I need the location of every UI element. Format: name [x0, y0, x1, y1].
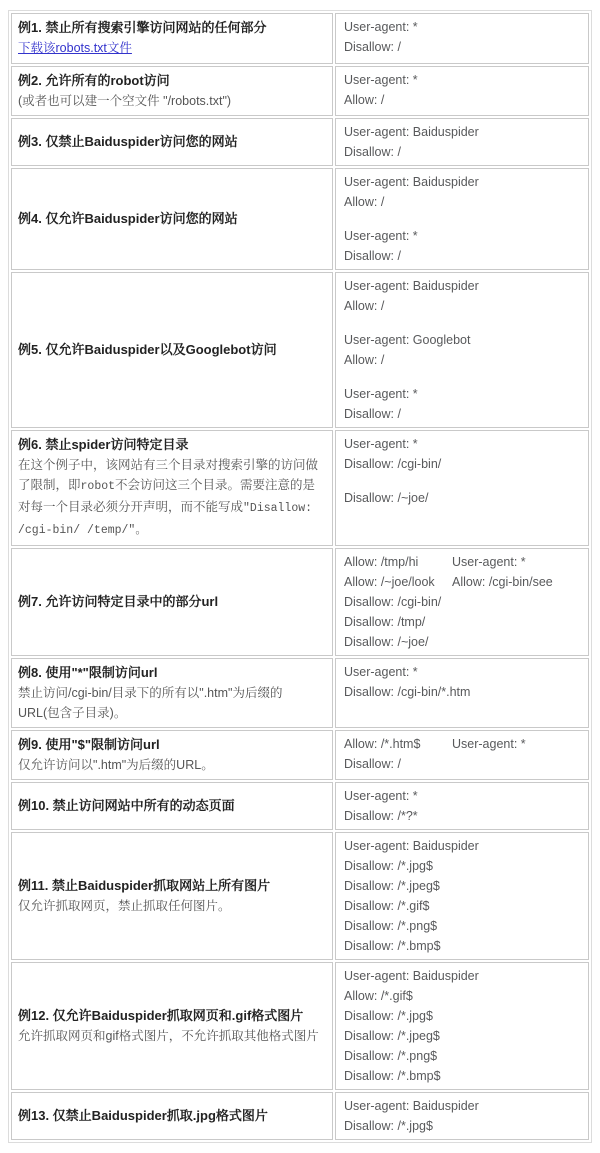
robots-directive-line: User-agent: Googlebot [344, 333, 471, 347]
table-row [11, 658, 589, 728]
example-title: 例8. 使用"*"限制访问url [18, 665, 158, 680]
example-title: 例7. 允许访问特定目录中的部分url [18, 594, 219, 609]
example-description-cell [11, 272, 333, 428]
robots-code-column [344, 734, 452, 774]
table-row [11, 782, 589, 830]
robots-directive-line: Disallow: / [344, 145, 401, 159]
example-title: 例9. 使用"$"限制访问url [18, 737, 160, 752]
table-row [11, 832, 589, 960]
example-title: 例5. 仅允许Baiduspider以及Googlebot访问 [18, 342, 277, 357]
robots-code-cell [335, 548, 589, 656]
robots-directive-line: Allow: /*.gif$ [344, 989, 413, 1003]
example-title: 例6. 禁止spider访问特定目录 [18, 437, 189, 452]
robots-directive-line: Disallow: /*.png$ [344, 919, 438, 933]
description-text: 允许抓取网页和gif格式图片，不允许抓取其他格式图片 [18, 1029, 319, 1043]
robots-code-column [452, 734, 582, 754]
robots-directive-line: Disallow: / [344, 40, 401, 54]
example-description-cell [11, 13, 333, 64]
table-row [11, 1092, 589, 1140]
code-term: robot [80, 480, 116, 493]
robots-directive-line: Disallow: /cgi-bin/*.htm [344, 685, 471, 699]
example-title: 例11. 禁止Baiduspider抓取网站上所有图片 [18, 878, 271, 893]
robots-directive-line: User-agent: Baiduspider [344, 839, 479, 853]
example-description-cell [11, 962, 333, 1090]
robots-directive-line: Disallow: /cgi-bin/ [344, 595, 442, 609]
description-text: (或者也可以建一个空文件 "/robots.txt") [18, 94, 232, 108]
robots-directive-line: User-agent: * [452, 555, 526, 569]
robots-directive-line: User-agent: Baiduspider [344, 1099, 479, 1113]
blank-line [344, 212, 582, 226]
example-description [18, 896, 324, 916]
table-row [11, 118, 589, 166]
example-title: 例3. 仅禁止Baiduspider访问您的网站 [18, 134, 238, 149]
table-row [11, 13, 589, 64]
robots-directive-line: Disallow: /*.jpg$ [344, 1119, 433, 1133]
example-description [18, 1026, 324, 1046]
description-text: 在这个例子中，该网站有三个目录对搜索引擎的访问做了限制，即 [18, 458, 319, 492]
example-description-cell [11, 430, 333, 546]
robots-directive-line: User-agent: * [344, 665, 418, 679]
robots-directive-line: User-agent: Baiduspider [344, 125, 479, 139]
robots-code-cell [335, 832, 589, 960]
robots-directive-line: Allow: /*.htm$ [344, 737, 421, 751]
example-description-cell [11, 782, 333, 830]
robots-code-cell [335, 962, 589, 1090]
description-text: 不会访问这三个目录。需要注意的是对每一个目录必须分开声明，而不能写成 [18, 478, 316, 514]
robots-directive-line: Allow: /tmp/hi [344, 555, 419, 569]
robots-directive-line: Allow: /~joe/look [344, 575, 435, 589]
robots-directive-line: Allow: / [344, 353, 385, 367]
description-text: 禁止访问/cgi-bin/目录下的所有以".htm"为后缀的URL(包含子目录)。 [18, 686, 283, 720]
example-description-cell [11, 832, 333, 960]
example-description-cell [11, 548, 333, 656]
robots-directive-line: User-agent: Baiduspider [344, 279, 479, 293]
robots-code-cell [335, 118, 589, 166]
robots-code-cell [335, 66, 589, 116]
robots-examples-table [8, 10, 592, 1143]
robots-directive-line: Disallow: / [344, 757, 401, 771]
blank-line [344, 474, 582, 488]
description-text: 仅允许抓取网页，禁止抓取任何图片。 [18, 899, 231, 913]
example-description-cell [11, 118, 333, 166]
robots-directive-line: Disallow: /*?* [344, 809, 418, 823]
example-title: 例10. 禁止访问网站中所有的动态页面 [18, 798, 235, 813]
robots-code-cell [335, 782, 589, 830]
robots-directive-line: Disallow: /*.gif$ [344, 899, 430, 913]
robots-directive-line: Disallow: /*.bmp$ [344, 1069, 441, 1083]
robots-code-column [344, 552, 452, 652]
robots-directive-line: Disallow: / [344, 407, 401, 421]
robots-directive-line: User-agent: * [452, 737, 526, 751]
example-description [18, 91, 324, 111]
robots-directive-line: Disallow: /cgi-bin/ [344, 457, 442, 471]
table-row [11, 962, 589, 1090]
robots-txt-download-link[interactable]: 下载该robots.txt文件 [18, 41, 132, 55]
example-title: 例2. 允许所有的robot访问 [18, 73, 170, 88]
example-title: 例13. 仅禁止Baiduspider抓取.jpg格式图片 [18, 1108, 268, 1123]
robots-directive-line: User-agent: Baiduspider [344, 969, 479, 983]
robots-directive-line: Allow: / [344, 93, 385, 107]
robots-directive-line: Allow: / [344, 195, 385, 209]
blank-line [344, 370, 582, 384]
robots-examples-table-body [11, 13, 589, 1140]
robots-directive-line: Disallow: /*.png$ [344, 1049, 438, 1063]
example-description-cell [11, 168, 333, 270]
example-description [18, 455, 324, 541]
example-title: 例12. 仅允许Baiduspider抓取网页和.gif格式图片 [18, 1008, 304, 1023]
robots-directive-line: User-agent: * [344, 437, 418, 451]
table-row [11, 548, 589, 656]
example-description-cell [11, 1092, 333, 1140]
robots-directive-line: User-agent: * [344, 73, 418, 87]
robots-directive-line: Disallow: /*.jpeg$ [344, 1029, 440, 1043]
robots-directive-line: Disallow: /~joe/ [344, 635, 429, 649]
table-row [11, 66, 589, 116]
robots-directive-line: User-agent: * [344, 229, 418, 243]
robots-code-column [452, 552, 582, 592]
robots-directive-line: User-agent: * [344, 387, 418, 401]
code-term: "Disallow: /cgi-bin/ /temp/"。 [18, 502, 313, 537]
robots-directive-line: Allow: /cgi-bin/see [452, 575, 553, 589]
table-row [11, 730, 589, 780]
example-description [18, 755, 324, 775]
robots-directive-line: Disallow: /*.jpeg$ [344, 879, 440, 893]
robots-code-cell [335, 272, 589, 428]
table-row [11, 430, 589, 546]
robots-directive-line: Disallow: /~joe/ [344, 491, 429, 505]
robots-code-cell [335, 430, 589, 546]
robots-code-cell [335, 13, 589, 64]
robots-code-cell [335, 1092, 589, 1140]
robots-directive-line: Disallow: /*.jpg$ [344, 859, 433, 873]
table-row [11, 168, 589, 270]
robots-code-columns [344, 552, 582, 652]
table-row [11, 272, 589, 428]
robots-code-cell [335, 730, 589, 780]
example-description-cell [11, 730, 333, 780]
blank-line [344, 316, 582, 330]
robots-code-columns [344, 734, 582, 774]
example-description [18, 683, 324, 723]
description-text: 仅允许访问以".htm"为后缀的URL。 [18, 758, 214, 772]
example-title: 例4. 仅允许Baiduspider访问您的网站 [18, 211, 238, 226]
robots-directive-line: User-agent: * [344, 789, 418, 803]
robots-code-cell [335, 658, 589, 728]
robots-code-cell [335, 168, 589, 270]
robots-directive-line: Disallow: /tmp/ [344, 615, 426, 629]
robots-directive-line: User-agent: * [344, 20, 418, 34]
robots-directive-line: Disallow: /*.bmp$ [344, 939, 441, 953]
robots-directive-line: Disallow: / [344, 249, 401, 263]
example-title: 例1. 禁止所有搜索引擎访问网站的任何部分 [18, 20, 267, 35]
robots-directive-line: Disallow: /*.jpg$ [344, 1009, 433, 1023]
robots-directive-line: Allow: / [344, 299, 385, 313]
robots-directive-line: User-agent: Baiduspider [344, 175, 479, 189]
example-description-cell [11, 66, 333, 116]
example-description-cell [11, 658, 333, 728]
